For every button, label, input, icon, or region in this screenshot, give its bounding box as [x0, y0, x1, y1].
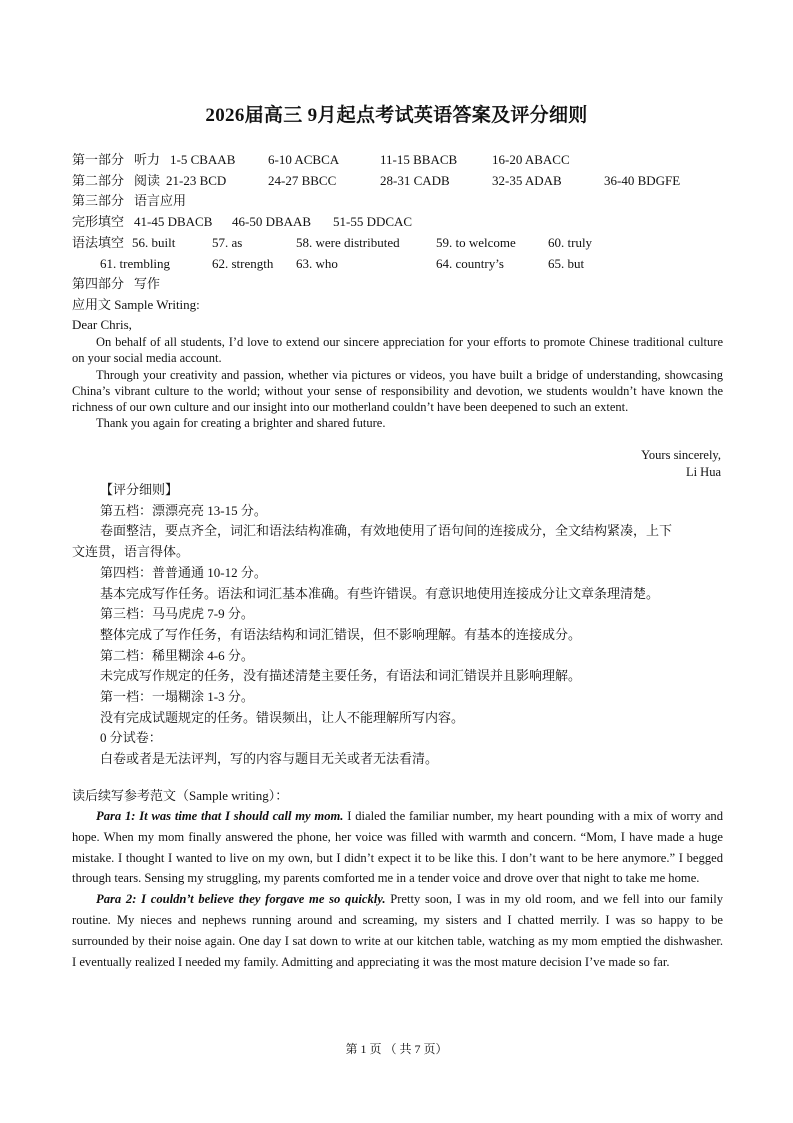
- grammar-item: 60. truly: [548, 235, 593, 250]
- rubric-line: 第一档：一塌糊涂 1-3 分。: [100, 689, 254, 705]
- rubric-line: 未完成写作规定的任务，没有描述清楚主要任务，有语法和词汇错误并且影响理解。: [100, 668, 582, 684]
- answer-group: 32-35 ADAB: [492, 173, 562, 188]
- para1-text: I dialed the familiar number, my heart pounding with a mix of worry and hope. When my mom finally answered the phone, her voice was filled with warmth and concern. “Mom, I have made a huge mistake. I thought I wanted to live on my own, but I didn’t expect it to be like this. I don’t want to be here anymore.” I begged through tears. Sensing my struggling, my parents comforted me in a tender voice and drove over that night to take me home.: [72, 809, 723, 886]
- grammar-item: 65. but: [548, 256, 585, 271]
- answer-group: 46-50 DBAAB: [232, 214, 312, 229]
- rubric-section: [72, 480, 723, 770]
- rubric-line: 整体完成了写作任务，有语法结构和词汇错误，但不影响理解。有基本的连接成分。: [100, 626, 582, 642]
- para2-label: Para 2: I couldn’t believe they forgave me so quickly.: [96, 892, 386, 907]
- rubric-line: 没有完成试题规定的任务。错误频出，让人不能理解所写内容。: [100, 709, 465, 725]
- part3-label: 第三部分: [72, 193, 125, 208]
- answer-group: 21-23 BCD: [166, 173, 227, 188]
- part4-sub: 写作: [134, 276, 161, 291]
- grammar-item: 58. were distributed: [296, 235, 400, 250]
- rubric-line: 第四档：普普通通 10-12 分。: [100, 564, 267, 580]
- letter-closing: Yours sincerely,: [641, 448, 721, 462]
- rubric-line: 白卷或者是无法评判，写的内容与题目无关或者无法看清。: [100, 751, 439, 767]
- rubric-line: 卷面整洁，要点齐全，词汇和语法结构准确，有效地使用了语句间的连接成分，全文结构紧凑，上下: [100, 523, 673, 539]
- answer-group: 41-45 DBACB: [134, 214, 213, 229]
- writing-heading: 应用文 Sample Writing:: [72, 297, 200, 312]
- part1-label: 第一部分: [72, 152, 125, 167]
- letter-paragraph: Thank you again for creating a brighter and shared future.: [96, 416, 386, 431]
- rubric-line: 文连贯，语言得体。: [72, 544, 190, 560]
- grammar-label: 语法填空: [72, 235, 125, 250]
- grammar-item: 64. country’s: [436, 256, 504, 271]
- letter-signature: Li Hua: [685, 465, 721, 479]
- continuation-body: [72, 806, 723, 972]
- grammar-item: 62. strength: [212, 256, 274, 271]
- grammar-item: 59. to welcome: [436, 235, 516, 250]
- rubric-heading: 【评分细则】: [100, 482, 179, 497]
- cloze-label: 完形填空: [72, 214, 125, 229]
- answer-group: 28-31 CADB: [380, 173, 450, 188]
- page-title: 2026届高三 9月起点考试英语答案及评分细则: [205, 105, 588, 126]
- grammar-item: 61. trembling: [100, 256, 171, 271]
- part3-sub: 语言应用: [134, 193, 187, 208]
- para2-text: Pretty soon, I was in my old room, and we fell into our family routine. My nieces and nephews running around and screaming, my sisters and I chatted merrily. I was so happy to be surrounded by their noise again. One day I sat down to write at our kitchen table, watching as my mom emptied the dishwasher. I eventually realized I needed my family. Admitting and appreciating it was the most mature decision I’ve made so far.: [72, 892, 724, 969]
- letter-paragraph: On behalf of all students, I’d love to extend our sincere appreciation for your efforts to promote Chinese traditional culture on your social media account.: [72, 335, 723, 366]
- part1-sub: 听力: [134, 152, 161, 167]
- grammar-item: 57. as: [212, 235, 243, 250]
- answer-group: 16-20 ABACC: [492, 152, 570, 167]
- answer-group: 24-27 BBCC: [268, 173, 337, 188]
- rubric-line: 第二档：稀里糊涂 4-6 分。: [100, 647, 254, 663]
- part2-label: 第二部分: [72, 173, 125, 188]
- letter-paragraph: Through your creativity and passion, whether via pictures or videos, you have built a bridge of understanding, showcasing China’s vibrant culture to the world; without your sense of responsibility and devotion, we students wouldn’t have known the richness of our own culture and our insight into our motherland couldn’t have been deepened to such an extent.: [72, 367, 723, 415]
- answer-group: 36-40 BDGFE: [604, 173, 681, 188]
- page-footer: 第 1 页 （ 共 7 页）: [345, 1042, 448, 1056]
- continuation-heading: 读后续写参考范文（Sample writing）：: [72, 788, 289, 803]
- answer-group: 1-5 CBAAB: [170, 152, 236, 167]
- letter-body: [72, 334, 723, 432]
- para1-label: Para 1: It was time that I should call my mom.: [96, 809, 344, 823]
- letter-salutation: Dear Chris,: [72, 317, 132, 332]
- grammar-item: 56. built: [132, 235, 176, 250]
- answer-group: 51-55 DDCAC: [333, 214, 413, 229]
- rubric-line: 0 分试卷：: [100, 730, 162, 746]
- part4-label: 第四部分: [72, 276, 125, 291]
- answer-group: 11-15 BBACB: [380, 152, 458, 167]
- rubric-line: 基本完成写作任务。语法和词汇基本准确。有些许错误。有意识地使用连接成分让文章条理清楚。: [100, 585, 660, 601]
- part2-sub: 阅读: [134, 173, 161, 188]
- grammar-item: 63. who: [296, 256, 338, 271]
- rubric-line: 第五档：漂漂亮亮 13-15 分。: [100, 502, 267, 518]
- answer-group: 6-10 ACBCA: [268, 152, 340, 167]
- rubric-line: 第三档：马马虎虎 7-9 分。: [100, 606, 254, 622]
